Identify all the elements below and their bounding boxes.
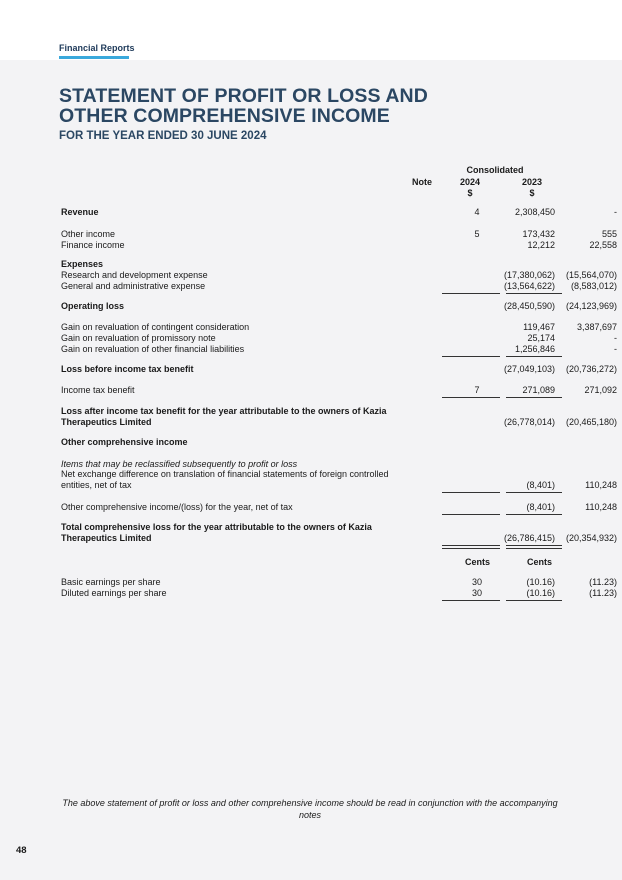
section-tag: Financial Reports: [59, 43, 135, 53]
table-row-eps-diluted: Diluted earnings per share 30 (10.16) (11.23): [61, 588, 617, 598]
subtotal-rule-2023: [506, 514, 562, 515]
subtotal-rule-2024: [442, 492, 500, 493]
fx-label-line-1: Net exchange difference on translation of financial statements of foreign controlled: [61, 469, 389, 479]
title-line-2: OTHER COMPREHENSIVE INCOME: [59, 105, 390, 127]
table-row-fx-difference: entities, net of tax (8,401) 110,248: [61, 480, 617, 490]
table-row-tax-benefit: Income tax benefit 7 271,089 271,092: [61, 385, 617, 395]
subtotal-rule-2023: [506, 397, 562, 398]
page-title: [59, 86, 579, 126]
table-row-gain-other: Gain on revaluation of other financial liabilities 1,256,846 -: [61, 344, 617, 354]
title-line-1: STATEMENT OF PROFIT OR LOSS AND: [59, 85, 428, 107]
table-row-operating-loss: Operating loss (28,450,590) (24,123,969): [61, 301, 617, 311]
subtotal-rule-2024: [442, 356, 500, 357]
currency-2023-header: $: [529, 188, 535, 198]
table-row-rnd-expense: Research and development expense (17,380,062) (15,564,070): [61, 270, 617, 280]
subtotal-rule-2024: [442, 397, 500, 398]
year-2023-header: 2023: [521, 177, 543, 187]
cents-2024-header: Cents: [464, 557, 490, 567]
table-row-total-comprehensive-loss: Therapeutics Limited (26,786,415) (20,354,932): [61, 533, 617, 543]
table-row-gain-promissory: Gain on revaluation of promissory note 25,174 -: [61, 333, 617, 343]
page-subtitle: FOR THE YEAR ENDED 30 JUNE 2024: [59, 130, 267, 142]
eps-rule-2024: [442, 600, 500, 601]
table-row-eps-basic: Basic earnings per share 30 (10.16) (11.23): [61, 577, 617, 587]
cents-2023-header: Cents: [526, 557, 552, 567]
table-row-loss-before-tax: Loss before income tax benefit (27,049,103) (20,736,272): [61, 364, 617, 374]
subtotal-rule-2024: [442, 293, 500, 294]
reclass-items-subheading: Items that may be reclassified subsequently to profit or loss: [61, 459, 298, 469]
subtotal-rule-2024: [442, 514, 500, 515]
currency-2024-header: $: [467, 188, 473, 198]
total-double-rule-2024: [442, 545, 500, 549]
subtotal-rule-2023: [506, 492, 562, 493]
table-row-other-income: Other income 5 173,432 555: [61, 229, 617, 239]
year-2024-header: 2024: [459, 177, 481, 187]
section-underline: [59, 56, 129, 59]
table-row-gain-contingent: Gain on revaluation of contingent consideration 119,467 3,387,697: [61, 322, 617, 332]
loss-after-tax-label-line-1: Loss after income tax benefit for the year attributable to the owners of Kazia: [61, 406, 387, 416]
total-label-line-1: Total comprehensive loss for the year attributable to the owners of Kazia: [61, 522, 372, 532]
subtotal-rule-2023: [506, 293, 562, 294]
page-number: 48: [16, 845, 27, 856]
table-row-loss-after-tax: Therapeutics Limited (26,778,014) (20,465,180): [61, 417, 617, 427]
subtotal-rule-2023: [506, 356, 562, 357]
note-header: Note: [412, 177, 432, 187]
eps-rule-2023: [506, 600, 562, 601]
table-row-oci-total: Other comprehensive income/(loss) for the year, net of tax (8,401) 110,248: [61, 502, 617, 512]
table-row-revenue: Revenue 4 2,308,450 -: [61, 207, 617, 217]
total-double-rule-2023: [506, 545, 562, 549]
expenses-heading: Expenses: [61, 259, 104, 269]
table-row-gna-expense: General and administrative expense (13,564,622) (8,583,012): [61, 281, 617, 291]
table-row-finance-income: Finance income 12,212 22,558: [61, 240, 617, 250]
consolidated-header: Consolidated: [466, 165, 524, 175]
statement-footnote: The above statement of profit or loss and other comprehensive income should be read in conjunction with the accompanying notes: [62, 798, 558, 820]
oci-heading: Other comprehensive income: [61, 437, 188, 447]
